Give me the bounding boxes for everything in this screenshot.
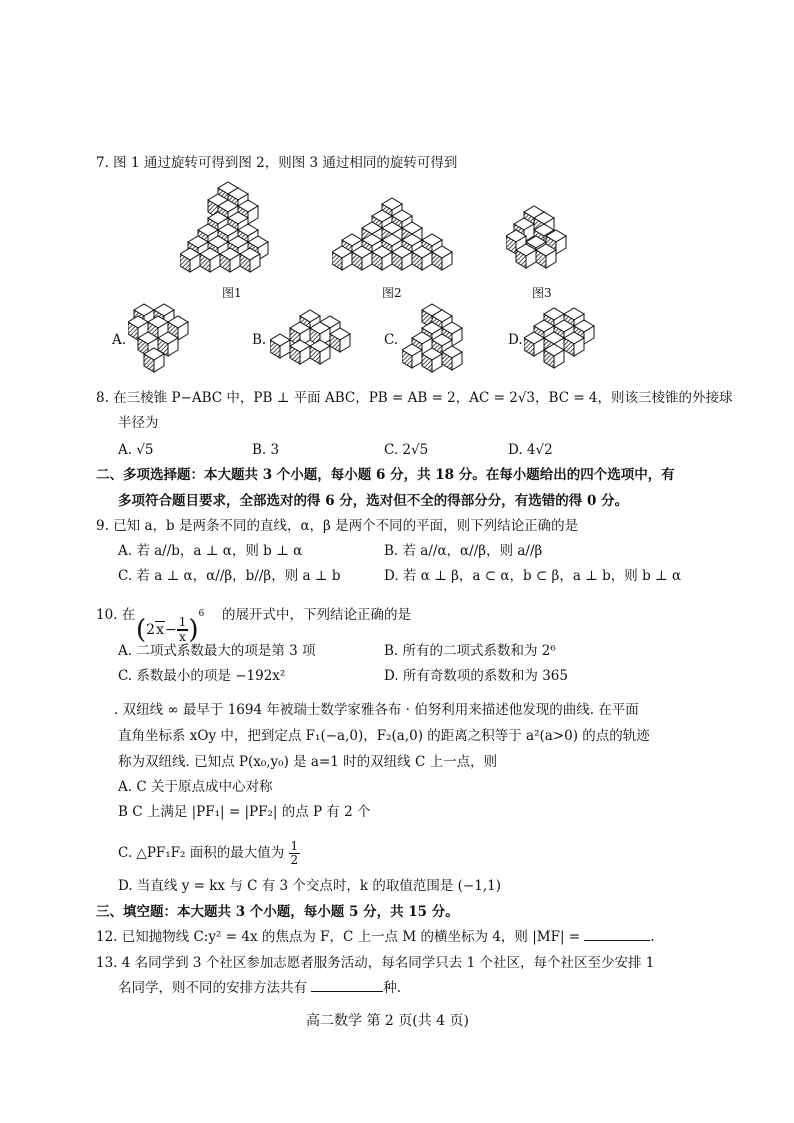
q11-option-a[interactable]: A. C 关于原点成中心对称 — [118, 779, 273, 795]
q10-option-b[interactable]: B. 所有的二项式系数和为 2⁶ — [384, 643, 556, 659]
section-3-heading: 三、填空题：本大题共 3 个小题，每小题 5 分，共 15 分。 — [96, 904, 459, 920]
q9-option-c[interactable]: C. 若 a ⊥ α，α//β，b//β，则 a ⊥ b — [118, 568, 341, 584]
q12-end: . — [650, 929, 655, 945]
q11-option-c[interactable] — [118, 840, 300, 867]
q10-expression: (2x− $\frac{1}{x}$ )$^6$ — [136, 609, 205, 645]
q7-option-c-label[interactable]: C. — [384, 332, 399, 348]
one-half-fraction: $\frac{1}{2}$ — [290, 839, 299, 867]
section-2-heading-line-1: 二、多项选择题：本大题共 3 个小题，每小题 6 分，共 18 分。在每小题给出的四个选项中，有 — [96, 467, 675, 483]
q13-answer-blank[interactable] — [311, 991, 383, 992]
q8-option-a[interactable]: A. √5 — [118, 442, 154, 458]
q10-option-a[interactable]: A. 二项式系数最大的项是第 3 项 — [118, 643, 316, 659]
figure-3 — [506, 204, 570, 276]
q11-stem-line-1: . 双纽线 ∞ 最早于 1694 年被瑞士数学家雅各布 · 伯努利用来描述他发现的曲线. 在平面 — [114, 702, 639, 718]
q12-line — [96, 928, 655, 946]
q10-suffix: 的展开式中，下列结论正确的是 — [222, 607, 411, 623]
q8-option-c[interactable]: C. 2√5 — [384, 442, 429, 458]
q10-option-c[interactable]: C. 系数最小的项是 −192x² — [118, 668, 286, 684]
figure-2 — [332, 196, 462, 278]
q7-option-a-figure[interactable] — [128, 302, 198, 374]
q11-option-d[interactable]: D. 当直线 y = kx 与 C 有 3 个交点时，k 的取值范围是 (−1,1) — [118, 878, 501, 894]
q11-stem-line-3: 称为双纽线. 已知点 P(x₀,y₀) 是 a=1 时的双纽线 C 上一点，则 — [118, 754, 498, 770]
q13-end: 种. — [383, 980, 402, 996]
section-2-heading-line-2: 多项符合题目要求，全部选对的得 6 分，选对但不全的得部分分，有选错的得 0 分。 — [118, 493, 629, 509]
page-footer: 高二数学 第 2 页(共 4 页) — [306, 1013, 469, 1029]
q7-option-b-label[interactable]: B. — [252, 332, 267, 348]
figure-1-label: 图1 — [222, 286, 242, 300]
q7-stem: 7. 图 1 通过旋转可得到图 2，则图 3 通过相同的旋转可得到 — [96, 155, 458, 171]
q11-option-c-text: C. △PF₁F₂ 面积的最大值为 — [118, 845, 285, 861]
q7-option-b-figure[interactable] — [270, 308, 356, 368]
q8-stem-line-1: 8. 在三棱锥 P−ABC 中，PB ⊥ 平面 ABC，PB = AB = 2，AC = 2√3，BC = 4，则该三棱锥的外接球 — [96, 390, 733, 406]
q13-text: 名同学，则不同的安排方法共有 — [118, 980, 307, 996]
figure-3-label: 图3 — [532, 286, 552, 300]
q12-text: 12. 已知抛物线 C:y² = 4x 的焦点为 F，C 上一点 M 的横坐标为 4，则 |MF| = — [96, 929, 581, 945]
q7-option-d-figure[interactable] — [524, 306, 602, 372]
q9-option-b[interactable]: B. 若 a//α，α//β，则 a//β — [384, 543, 543, 559]
q8-option-b[interactable]: B. 3 — [252, 442, 280, 458]
q11-stem-line-2: 直角坐标系 xOy 中，把到定点 F₁(−a,0)，F₂(a,0) 的距离之积等于 a²(a>0) 的点的轨迹 — [118, 728, 650, 744]
q13-stem-line-1: 13. 4 名同学到 3 个社区参加志愿者服务活动，每名同学只去 1 个社区，每个社区至少安排 1 — [96, 955, 655, 971]
q9-option-a[interactable]: A. 若 a//b，a ⊥ α，则 b ⊥ α — [118, 543, 303, 559]
q8-option-d[interactable]: D. 4√2 — [508, 442, 553, 458]
q9-stem: 9. 已知 a，b 是两条不同的直线，α，β 是两个不同的平面，则下列结论正确的是 — [96, 518, 579, 534]
figure-2-label: 图2 — [382, 286, 402, 300]
q11-option-b[interactable]: B C 上满足 |PF₁| = |PF₂| 的点 P 有 2 个 — [118, 804, 371, 820]
q10-prefix: 10. 在 — [96, 607, 136, 623]
q9-option-d[interactable]: D. 若 α ⊥ β，a ⊂ α，b ⊂ β，a ⊥ b，则 b ⊥ α — [384, 568, 682, 584]
q8-stem-line-2: 半径为 — [118, 415, 159, 431]
q13-stem-line-2 — [118, 979, 401, 997]
q10-option-d[interactable]: D. 所有奇数项的系数和为 365 — [384, 668, 568, 684]
q7-option-a-label[interactable]: A. — [112, 332, 127, 348]
q12-answer-blank[interactable] — [584, 940, 650, 941]
q7-option-c-figure[interactable] — [402, 302, 468, 376]
figure-1 — [180, 180, 280, 276]
q7-option-d-label[interactable]: D. — [508, 332, 523, 348]
